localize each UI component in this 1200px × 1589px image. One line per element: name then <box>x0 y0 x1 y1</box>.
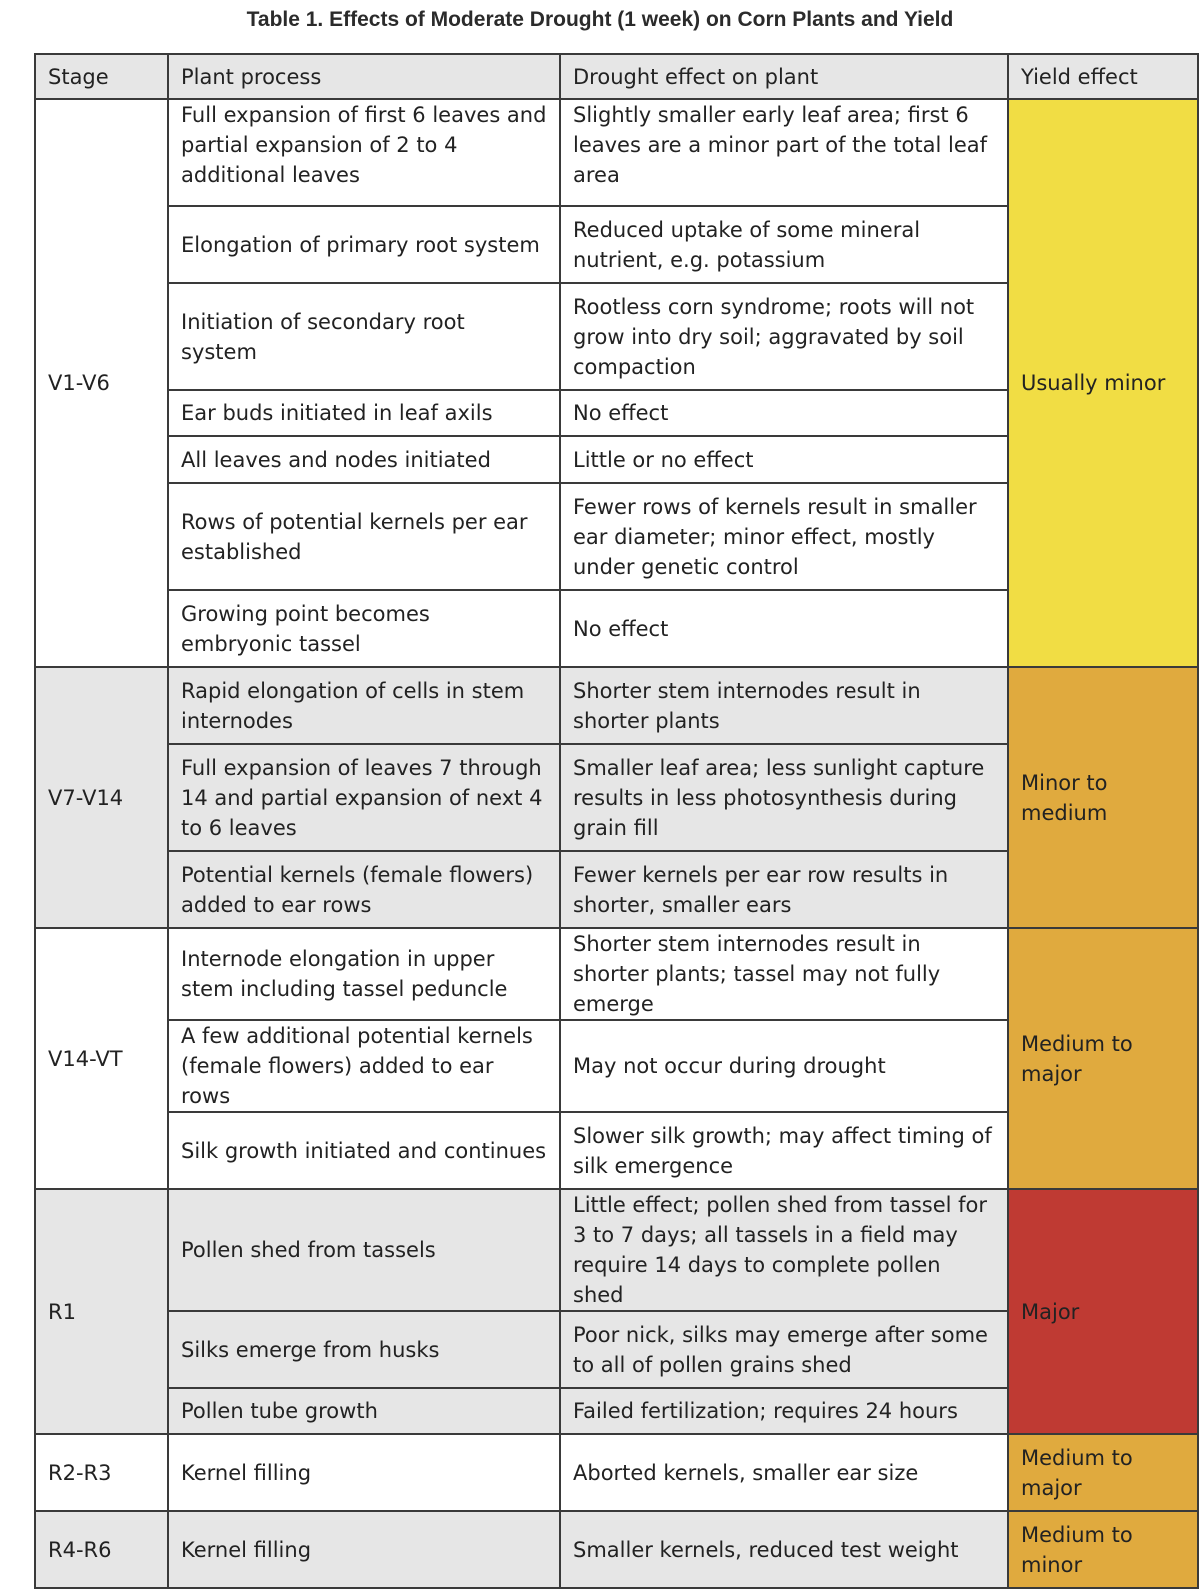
table-row <box>35 1434 1198 1511</box>
effect-cell: Shorter stem internodes result in shorter plants <box>560 667 1008 744</box>
table-row <box>35 99 1198 206</box>
yield-cell: Medium to major <box>1008 1434 1198 1511</box>
process-cell: Elongation of primary root system <box>168 206 560 283</box>
effect-cell: Slightly smaller early leaf area; first 6 leaves are a minor part of the total leaf area <box>560 99 1008 206</box>
table-title: Table 1. Effects of Moderate Drought (1 week) on Corn Plants and Yield <box>246 8 954 31</box>
effect-cell: Smaller leaf area; less sunlight capture results in less photosynthesis during grain fill <box>560 744 1008 851</box>
stage-cell: R2-R3 <box>35 1434 168 1511</box>
stage-cell: V14-VT <box>35 928 168 1189</box>
header-drought-effect: Drought effect on plant <box>560 54 1008 99</box>
table-row <box>35 1189 1198 1311</box>
process-cell: Ear buds initiated in leaf axils <box>168 390 560 436</box>
effect-cell: May not occur during drought <box>560 1020 1008 1112</box>
effect-cell: Little or no effect <box>560 436 1008 483</box>
effect-cell: Rootless corn syndrome; roots will not grow into dry soil; aggravated by soil compaction <box>560 283 1008 390</box>
table-row <box>35 1511 1198 1588</box>
process-cell: Pollen tube growth <box>168 1388 560 1434</box>
effect-cell: Poor nick, silks may emerge after some to all of pollen grains shed <box>560 1311 1008 1388</box>
process-cell: Silk growth initiated and continues <box>168 1112 560 1189</box>
stage-cell: R1 <box>35 1189 168 1434</box>
process-cell: Full expansion of leaves 7 through 14 and partial expansion of next 4 to 6 leaves <box>168 744 560 851</box>
process-cell: Rapid elongation of cells in stem internodes <box>168 667 560 744</box>
effect-cell: Shorter stem internodes result in shorter plants; tassel may not fully emerge <box>560 928 1008 1020</box>
yield-cell: Minor to medium <box>1008 667 1198 928</box>
process-cell: Pollen shed from tassels <box>168 1189 560 1311</box>
process-cell: Growing point becomes embryonic tassel <box>168 590 560 667</box>
process-cell: Silks emerge from husks <box>168 1311 560 1388</box>
process-cell: Potential kernels (female flowers) added to ear rows <box>168 851 560 928</box>
effect-cell: Slower silk growth; may affect timing of silk emergence <box>560 1112 1008 1189</box>
effect-cell: Smaller kernels, reduced test weight <box>560 1511 1008 1588</box>
effect-cell: Aborted kernels, smaller ear size <box>560 1434 1008 1511</box>
yield-cell: Major <box>1008 1189 1198 1434</box>
stage-cell: V1-V6 <box>35 99 168 667</box>
effect-cell: No effect <box>560 390 1008 436</box>
process-cell: Kernel filling <box>168 1511 560 1588</box>
effect-cell: Fewer kernels per ear row results in shorter, smaller ears <box>560 851 1008 928</box>
process-cell: Initiation of secondary root system <box>168 283 560 390</box>
yield-cell: Medium to minor <box>1008 1511 1198 1588</box>
header-stage: Stage <box>35 54 168 99</box>
process-cell: Full expansion of first 6 leaves and partial expansion of 2 to 4 additional leaves <box>168 99 560 206</box>
stage-cell: V7-V14 <box>35 667 168 928</box>
header-yield-effect: Yield effect <box>1008 54 1198 99</box>
process-cell: Internode elongation in upper stem including tassel peduncle <box>168 928 560 1020</box>
process-cell: A few additional potential kernels (female flowers) added to ear rows <box>168 1020 560 1112</box>
drought-effects-table <box>34 53 1199 1589</box>
table-row <box>35 928 1198 1020</box>
process-cell: Rows of potential kernels per ear established <box>168 483 560 590</box>
yield-cell: Usually minor <box>1008 99 1198 667</box>
header-plant-process: Plant process <box>168 54 560 99</box>
effect-cell: Reduced uptake of some mineral nutrient, e.g. potassium <box>560 206 1008 283</box>
process-cell: All leaves and nodes initiated <box>168 436 560 483</box>
effect-cell: No effect <box>560 590 1008 667</box>
stage-cell: R4-R6 <box>35 1511 168 1588</box>
process-cell: Kernel filling <box>168 1434 560 1511</box>
effect-cell: Little effect; pollen shed from tassel for 3 to 7 days; all tassels in a field may require 14 days to complete pollen shed <box>560 1189 1008 1311</box>
yield-cell: Medium to major <box>1008 928 1198 1189</box>
header-row <box>35 54 1198 99</box>
effect-cell: Failed fertilization; requires 24 hours <box>560 1388 1008 1434</box>
table-row <box>35 667 1198 744</box>
effect-cell: Fewer rows of kernels result in smaller ear diameter; minor effect, mostly under genetic control <box>560 483 1008 590</box>
